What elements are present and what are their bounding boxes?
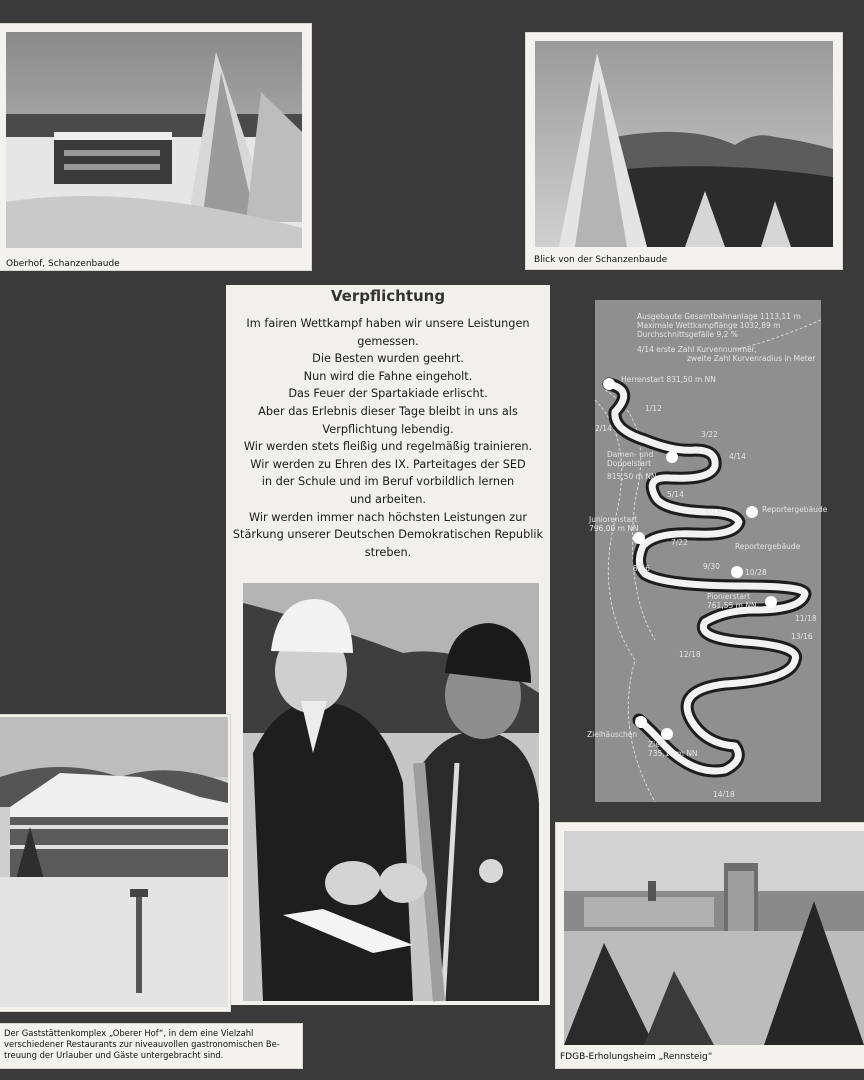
map-header-line: 4/14 erste Zahl Kurvennummer,	[637, 345, 758, 354]
track-map	[587, 300, 828, 802]
article-line: und arbeiten.	[349, 492, 427, 506]
photo-card-oberer-hof	[0, 715, 230, 1011]
label-line: 815,50 m NN	[607, 472, 657, 481]
label-damenstart	[607, 450, 657, 481]
caption-line: verschiedener Restaurants zur niveauvollen gastronomischen Be-	[4, 1039, 280, 1049]
map-legend	[637, 312, 815, 363]
label-juniorenstart	[589, 515, 639, 533]
label-curve: 3/22	[701, 430, 718, 439]
map-header-line: Durchschnittsgefälle 9,2 %	[637, 330, 738, 339]
article-line: Wir werden zu Ehren des IX. Parteitages der SED	[250, 457, 526, 471]
label-reportergebaeude: Reportergebäude	[762, 505, 828, 514]
label-curve: 10/28	[745, 568, 767, 577]
caption-schanzenbaude: Oberhof, Schanzenbaude	[6, 259, 120, 269]
label-curve: 12/18	[679, 650, 701, 659]
caption-card-oberer-hof	[0, 1024, 302, 1068]
article-line: Stärkung unserer Deutschen Demokratischen Republik	[232, 528, 544, 542]
label-line: Pionierstart	[707, 592, 751, 601]
map-header-line: Ausgebaute Gesamtbahnanlage 1113,11 m	[637, 312, 801, 321]
article-line: Wir werden immer nach höchsten Leistungen zur	[248, 510, 528, 524]
label-ziel	[648, 740, 698, 758]
photo-rennsteig	[564, 831, 864, 1045]
label-curve: 9/30	[703, 562, 720, 571]
photo-oberer-hof	[0, 717, 228, 1007]
label-herrenstart: Herrenstart 831,50 m NN	[621, 375, 716, 384]
article-line: in der Schule und im Beruf vorbildlich lernen	[261, 475, 515, 489]
label-curve: 14/18	[713, 790, 735, 799]
caption-oberer-hof	[4, 1028, 280, 1061]
article-line: Nun wird die Fahne eingeholt.	[303, 369, 473, 383]
label-curve: 2/14	[595, 424, 612, 433]
photo-card-rennsteig	[556, 823, 864, 1068]
label-zielhaeuschen: Zielhäuschen	[587, 730, 638, 739]
label-line: 761,55 m NN	[707, 601, 757, 610]
caption-line: Der Gaststättenkomplex „Oberer Hof“, in dem eine Vielzahl	[4, 1028, 254, 1038]
map-header-line: zweite Zahl Kurvenradius in Meter	[687, 354, 816, 363]
article-line: Das Feuer der Spartakiade erlischt.	[288, 387, 488, 401]
label-curve: 5/14	[667, 490, 684, 499]
label-curve: 7/22	[671, 538, 688, 547]
caption-blick: Blick von der Schanzenbaude	[534, 255, 668, 265]
map-header-line: Maximale Wettkampflänge 1032,89 m	[637, 321, 781, 330]
caption-rennsteig: FDGB-Erholungsheim „Rennsteig“	[560, 1052, 713, 1062]
photo-handshake	[243, 583, 539, 1001]
article-line: Im fairen Wettkampf haben wir unsere Leistungen	[246, 317, 530, 330]
photo-blick	[535, 41, 833, 247]
label-curve: 6/16	[705, 508, 722, 517]
article-line: Wir werden stets fleißig und regelmäßig trainieren.	[243, 440, 533, 454]
article-line: gemessen.	[357, 334, 419, 348]
caption-line: treuung der Urlauber und Gäste untergebracht sind.	[4, 1050, 224, 1060]
label-line: Doppelstart	[607, 459, 652, 468]
label-reportergebaeude: Reportergebäude	[735, 542, 801, 551]
label-curve: 4/14	[729, 452, 746, 461]
label-curve: 11/18	[795, 614, 817, 623]
label-pionierstart	[707, 592, 757, 610]
article-title: Verpflichtung	[330, 287, 446, 305]
label-line: Juniorenstart	[589, 515, 638, 524]
article-line: Verpflichtung lebendig.	[322, 422, 454, 436]
label-line: Damen- und	[607, 450, 654, 459]
photo-card-schanzenbaude	[0, 24, 311, 270]
label-line: Ziel	[648, 740, 662, 749]
article-verpflichtung	[226, 285, 550, 1005]
article-line: Die Besten wurden geehrt.	[312, 352, 464, 366]
label-curve: 13/16	[791, 632, 813, 641]
label-curve: 8/16	[633, 564, 650, 573]
photo-card-blick	[526, 33, 842, 269]
article-line: streben.	[364, 545, 412, 559]
article-body	[232, 315, 544, 561]
label-curve: 1/12	[645, 404, 662, 413]
label-line: 735,13 m NN	[648, 749, 698, 758]
article-line: Aber das Erlebnis dieser Tage bleibt in uns als	[258, 404, 518, 418]
photo-schanzenbaude	[6, 32, 302, 248]
label-line: 796,00 m NN	[589, 524, 639, 533]
